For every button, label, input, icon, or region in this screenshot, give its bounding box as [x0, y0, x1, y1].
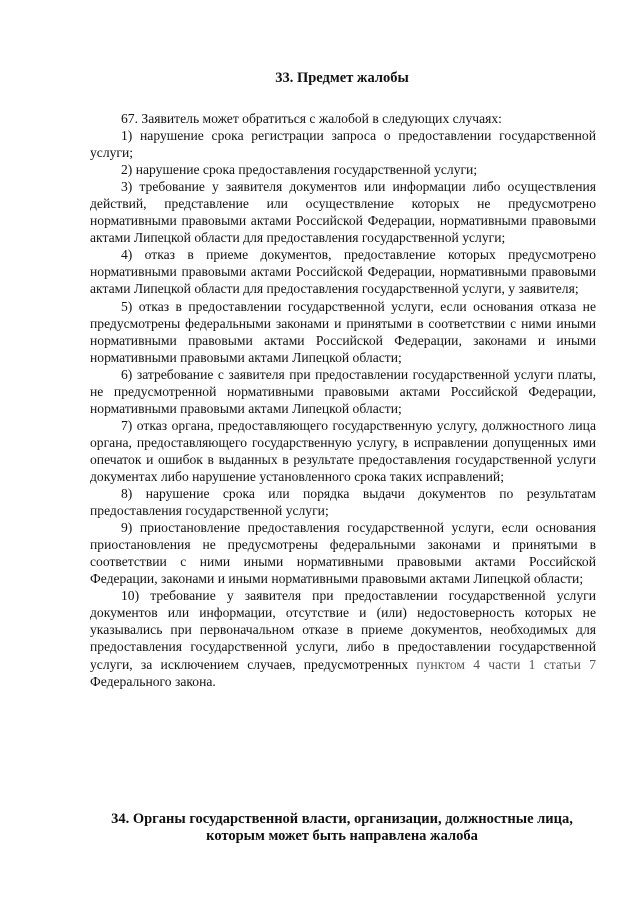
list-item-7: 7) отказ органа, предоставляющего государственную услугу, должностного лица органа, предоставляющего государственную услугу, в исправлении допущенных ими опечаток и ошибок в выданных в результате предоставления государственной услуги документах либо нарушение установленного срока таких исправлений; — [90, 417, 596, 484]
list-item-4: 4) отказ в приеме документов, предоставление которых предусмотрено нормативными правовыми актами Российской Федерации, нормативными правовыми актами Липецкой области для предоставления государственной услуги, у заявителя; — [90, 247, 596, 297]
list-item-6: 6) затребование с заявителя при предоставлении государственной услуги платы, не предусмотренной нормативными правовыми актами Российской Федерации, нормативными правовыми актами Липецкой области; — [90, 366, 596, 416]
list-item-9: 9) приостановление предоставления государственной услуги, если основания приостановления не предусмотрены федеральными законами и принятыми в соответствии с ними иными нормативными правовыми актами Российской Федерации, законами и иными нормативными правовыми актами Липецкой области; — [90, 520, 596, 587]
list-item-10-tail: Федерального закона. — [90, 673, 216, 689]
list-item-2: 2) нарушение срока предоставления государственной услуги; — [121, 162, 478, 178]
section-34-heading-line-1: 34. Органы государственной власти, организации, должностные лица, — [111, 811, 573, 827]
paragraph-67-intro: 67. Заявитель может обратиться с жалобой в следующих случаях: — [121, 111, 502, 126]
section-33-heading: 33. Предмет жалобы — [275, 70, 409, 86]
list-item-8: 8) нарушение срока или порядка выдачи документов по результатам предоставления государственной услуги; — [90, 486, 596, 519]
list-item-1: 1) нарушение срока регистрации запроса о предоставлении государственной услуги; — [90, 128, 596, 161]
section-34-heading-line-2: которым может быть направлена жалоба — [206, 828, 478, 844]
law-reference-link[interactable]: пунктом 4 части 1 статьи 7 — [416, 656, 596, 672]
section-33-body — [90, 110, 596, 690]
list-item-5: 5) отказ в предоставлении государственной услуги, если основания отказа не предусмотрены федеральными законами и принятыми в соответствии с ними иными нормативными правовыми актами Российской Федерации, законами и иными нормативными правовыми актами Липецкой области; — [90, 298, 596, 365]
list-item-10 — [90, 587, 596, 689]
list-item-10-text: 10) требование у заявителя при предоставлении государственной услуги документов или информации, отсутствие и (или) недостоверность которых не указывались при первоначальном отказе в приеме документов, необходимых для предоставления государственной услуги, либо в предоставлении государственной услуги, за исключением случаев, предусмотренных — [90, 588, 596, 672]
list-item-3: 3) требование у заявителя документов или информации либо осуществления действий, представление или осуществление которых не предусмотрено нормативными правовыми актами Российской Федерации, нормативными правовыми актами Липецкой области для предоставления государственной услуги; — [90, 179, 596, 246]
section-34-heading — [90, 811, 594, 845]
